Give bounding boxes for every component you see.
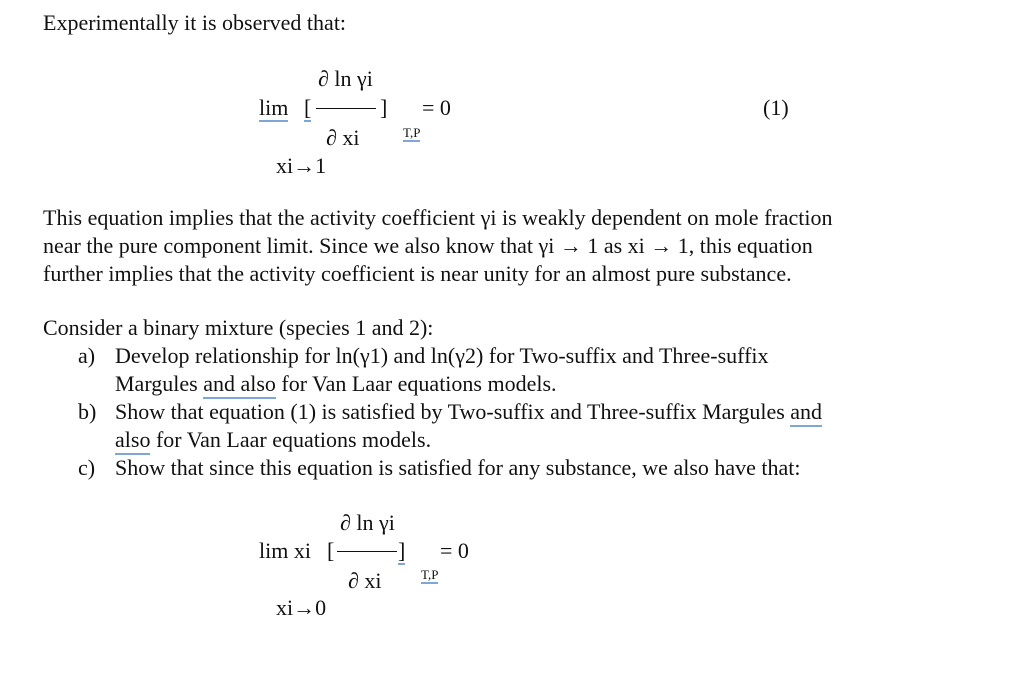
list-item-c <box>43 454 822 482</box>
eq2-denominator: ∂ xi <box>348 568 382 593</box>
intro-text: Experimentally it is observed that: <box>43 10 347 35</box>
item-a-text-end: for Van Laar equations models. <box>275 371 557 396</box>
explanation-paragraph <box>43 204 923 288</box>
eq1-numerator: ∂ ln γi <box>318 66 373 91</box>
eq2-open-bracket: [ <box>327 538 335 563</box>
item-a-line1: Develop relationship for ln(γ1) and ln(γ2) for Two-suffix and Three-suffix <box>115 343 769 368</box>
paragraph-line: This equation implies that the activity coefficient γi is weakly dependent on mole fraction <box>43 205 833 230</box>
list-item-b <box>43 398 822 454</box>
item-label: b) <box>78 399 97 424</box>
item-a-line2 <box>115 370 822 398</box>
eq1-fraction-line <box>316 108 376 109</box>
question-list <box>43 342 822 482</box>
item-label: a) <box>78 343 96 368</box>
item-b-underlined: and <box>790 399 822 427</box>
eq1-equals: = 0 <box>422 95 451 120</box>
item-label: c) <box>78 455 96 480</box>
eq1-number: (1) <box>763 95 789 120</box>
item-c-line1: Show that since this equation is satisfied for any substance, we also have that: <box>115 455 801 480</box>
item-b-line1 <box>115 398 822 426</box>
eq2-limit-var: xi→0 <box>276 595 327 620</box>
eq2-subscript: T,P <box>421 567 439 582</box>
item-a-text: Margules <box>115 371 204 396</box>
eq2-close-bracket: ] <box>398 538 406 563</box>
eq1-limit-var: xi→1 <box>276 153 327 178</box>
eq1-lim: lim <box>259 95 289 120</box>
eq1-open-bracket: [ <box>304 95 312 120</box>
item-b-text: Show that equation (1) is satisfied by Two-suffix and Three-suffix Margules <box>115 399 791 424</box>
consider-text: Consider a binary mixture (species 1 and 2): <box>43 315 434 340</box>
paragraph-line: further implies that the activity coefficient is near unity for an almost pure substance. <box>43 261 792 286</box>
eq2-equals: = 0 <box>440 538 469 563</box>
list-item-a <box>43 342 822 398</box>
item-b-underlined-2: also <box>115 427 150 455</box>
eq1-subscript: T,P <box>403 125 421 140</box>
eq2-lim: lim xi <box>259 538 311 563</box>
paragraph-line: near the pure component limit. Since we also know that γi → 1 as xi → 1, this equation <box>43 233 813 258</box>
item-a-underlined: and also <box>203 371 276 399</box>
eq1-denominator: ∂ xi <box>326 125 360 150</box>
eq2-fraction-line <box>337 551 397 552</box>
item-b-line2 <box>115 426 822 454</box>
eq1-close-bracket: ] <box>380 95 388 120</box>
eq2-numerator: ∂ ln γi <box>340 510 395 535</box>
item-b-text-end: for Van Laar equations models. <box>150 427 432 452</box>
